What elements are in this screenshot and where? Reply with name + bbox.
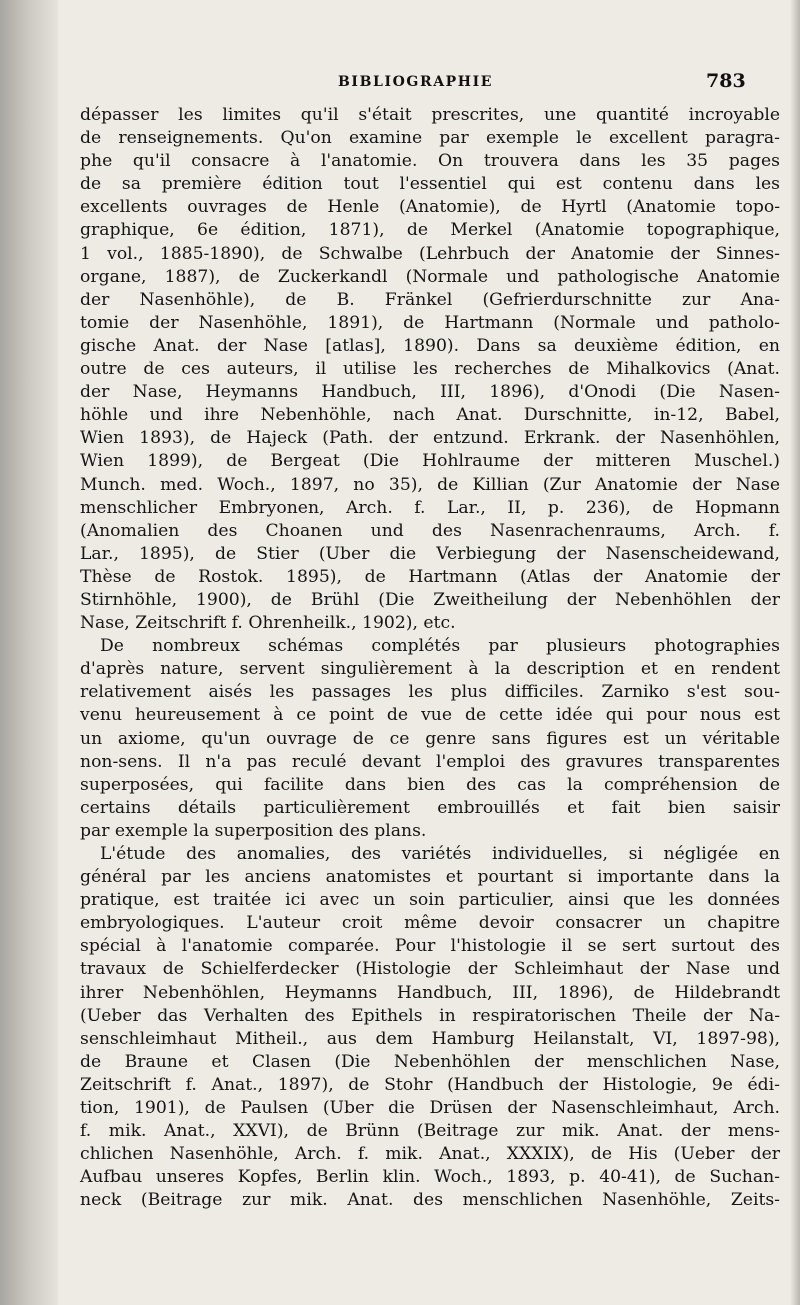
text-line: tomie der Nasenhöhle, 1891), de Hartmann (Normale und patholo-	[80, 312, 780, 333]
paragraph	[80, 635, 780, 843]
paragraph	[80, 843, 780, 1213]
text-line: senschleimhaut Mitheil., aus dem Hamburg Heilanstalt, VI, 1897-98),	[80, 1028, 780, 1049]
text-line: spécial à l'anatomie comparée. Pour l'histologie il se sert surtout des	[80, 936, 780, 957]
text-line: général par les anciens anatomistes et pourtant si importante dans la	[80, 867, 780, 888]
text-line: f. mik. Anat., XXVI), de Brünn (Beitrage zur mik. Anat. der mens-	[80, 1121, 780, 1142]
page-header	[0, 70, 800, 94]
page-number: 783	[706, 70, 746, 92]
text-line: de renseignements. Qu'on examine par exemple le excellent paragra-	[80, 128, 780, 149]
text-line: organe, 1887), de Zuckerkandl (Normale und pathologische Anatomie	[80, 266, 780, 287]
text-line: de Braune et Clasen (Die Nebenhöhlen der menschlichen Nase,	[80, 1051, 780, 1072]
text-line: Nase, Zeitschrift f. Ohrenheilk., 1902), etc.	[80, 613, 456, 634]
text-line: 1 vol., 1885-1890), de Schwalbe (Lehrbuch der Anatomie der Sinnes-	[80, 243, 780, 264]
body-text	[80, 104, 780, 1213]
text-line: embryologiques. L'auteur croit même devoir consacrer un chapitre	[80, 913, 780, 934]
text-line: Stirnhöhle, 1900), de Brühl (Die Zweitheilung der Nebenhöhlen der	[80, 589, 780, 610]
text-line: relativement aisés les passages les plus difficiles. Zarniko s'est sou-	[80, 682, 780, 703]
text-line: neck (Beitrage zur mik. Anat. des menschlichen Nasenhöhle, Zeits-	[80, 1190, 780, 1211]
text-line: Zeitschrift f. Anat., 1897), de Stohr (Handbuch der Histologie, 9e édi-	[80, 1074, 780, 1095]
text-line: der Nasenhöhle), de B. Fränkel (Gefrierdurschnitte zur Ana-	[80, 289, 780, 310]
text-line: Wien 1893), de Hajeck (Path. der entzund. Erkrank. der Nasenhöhlen,	[80, 428, 780, 449]
text-line: dépasser les limites qu'il s'était prescrites, une quantité incroyable	[80, 105, 780, 125]
text-line: menschlicher Embryonen, Arch. f. Lar., II, p. 236), de Hopmann	[80, 497, 780, 518]
text-line: venu heureusement à ce point de vue de cette idée qui pour nous est	[80, 705, 780, 726]
text-line: ihrer Nebenhöhlen, Heymanns Handbuch, III, 1896), de Hildebrandt	[80, 982, 780, 1003]
text-line: pratique, est traitée ici avec un soin particulier, ainsi que les données	[80, 890, 780, 911]
text-line: der Nase, Heymanns Handbuch, III, 1896), d'Onodi (Die Nasen-	[80, 382, 780, 403]
text-line: par exemple la superposition des plans.	[80, 820, 427, 841]
text-line: superposées, qui facilite dans bien des cas la compréhension de	[80, 774, 780, 795]
page-gutter-shadow	[0, 0, 58, 1305]
text-line: phe qu'il consacre à l'anatomie. On trouvera dans les 35 pages	[80, 151, 780, 172]
text-line: Wien 1899), de Bergeat (Die Hohlraume der mitteren Muschel.)	[80, 451, 780, 472]
text-line: graphique, 6e édition, 1871), de Merkel (Anatomie topographique,	[80, 220, 780, 241]
text-line: Aufbau unseres Kopfes, Berlin klin. Woch., 1893, p. 40-41), de Suchan-	[80, 1167, 780, 1188]
text-line: L'étude des anomalies, des variétés individuelles, si négligée en	[100, 844, 780, 864]
text-line: chlichen Nasenhöhle, Arch. f. mik. Anat., XXXIX), de His (Ueber der	[80, 1144, 780, 1165]
text-line: outre de ces auteurs, il utilise les recherches de Mihalkovics (Anat.	[80, 359, 780, 380]
text-line: de sa première édition tout l'essentiel qui est contenu dans les	[80, 174, 780, 195]
text-line: De nombreux schémas complétés par plusieurs photographies	[100, 636, 780, 657]
text-line: (Anomalien des Choanen und des Nasenrachenraums, Arch. f.	[80, 520, 780, 541]
page-edge-shadow	[790, 0, 800, 1305]
text-line: non-sens. Il n'a pas reculé devant l'emploi des gravures transparentes	[80, 751, 780, 772]
text-line: tion, 1901), de Paulsen (Uber die Drüsen der Nasenschleimhaut, Arch.	[80, 1098, 780, 1119]
text-line: travaux de Schielferdecker (Histologie der Schleimhaut der Nase und	[80, 959, 780, 980]
text-line: Lar., 1895), de Stier (Uber die Verbiegung der Nasenscheidewand,	[80, 543, 780, 564]
paragraph	[80, 104, 780, 635]
text-line: Munch. med. Woch., 1897, no 35), de Killian (Zur Anatomie der Nase	[80, 474, 780, 495]
text-line: certains détails particulièrement embrouillés et fait bien saisir	[80, 797, 780, 818]
running-title: BIBLIOGRAPHIE	[338, 74, 494, 90]
text-line: un axiome, qu'un ouvrage de ce genre sans figures est un véritable	[80, 728, 780, 749]
text-line: Thèse de Rostok. 1895), de Hartmann (Atlas der Anatomie der	[80, 566, 780, 587]
text-line: d'après nature, servent singulièrement à la description et en rendent	[80, 659, 780, 680]
text-line: gische Anat. der Nase [atlas], 1890). Dans sa deuxième édition, en	[80, 335, 780, 356]
text-line: excellents ouvrages de Henle (Anatomie), de Hyrtl (Anatomie topo-	[80, 197, 780, 218]
text-line: (Ueber das Verhalten des Epithels in respiratorischen Theile der Na-	[80, 1005, 780, 1026]
text-line: höhle und ihre Nebenhöhle, nach Anat. Durschnitte, in-12, Babel,	[80, 405, 780, 426]
